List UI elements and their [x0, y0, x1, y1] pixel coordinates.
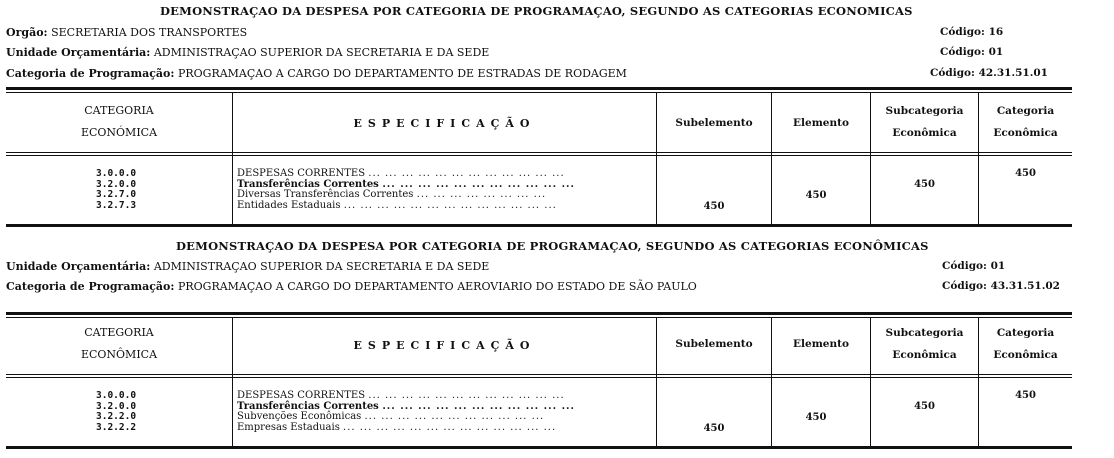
value-elemento: 450: [805, 190, 827, 201]
orgao-line: [6, 26, 247, 39]
header-categoria-economica: [6, 100, 232, 144]
row-code: 3.2.7.0: [96, 189, 137, 200]
row-desc-text: Subvenções Econômicas: [237, 411, 362, 422]
table1-codes: [96, 169, 136, 211]
unidade-label: Unidade Orçamentária:: [6, 260, 151, 273]
row-leader-dots: ... ... ... ... ... ... ... ... ... ... ...: [382, 400, 576, 412]
table2-descriptions: [237, 391, 575, 433]
header-line: Econômica: [892, 127, 957, 139]
table2-bottom-rule: [6, 446, 1072, 449]
row-desc-text: Transferências Correntes: [237, 400, 379, 412]
table2-header-rule-2: [6, 377, 1072, 378]
row-desc-text: Diversas Transferências Correntes: [237, 189, 414, 200]
header-subcategoria: [871, 322, 978, 366]
value-elemento: 450: [805, 412, 827, 423]
orgao-value: SECRETARIA DOS TRANSPORTES: [51, 26, 248, 39]
header-subelemento: Subelemento: [675, 117, 753, 129]
unidade-code-1: Código: 01: [940, 46, 1004, 58]
header-especificacao: ESPECIFICAÇÃO: [353, 117, 536, 130]
table1-bottom-rule: [6, 224, 1072, 227]
header-line: CATEGORIA: [84, 104, 154, 117]
table2-top-rule-thin: [6, 317, 1072, 318]
categoria-code-2: Código: 43.31.51.02: [942, 280, 1060, 292]
row-code: 3.2.2.0: [96, 411, 137, 422]
unidade-label: Unidade Orçamentária:: [6, 46, 151, 59]
header-especificacao: ESPECIFICAÇÃO: [353, 339, 536, 352]
header-line: Subcategoria: [885, 105, 964, 117]
header-categoria: [979, 100, 1072, 144]
row-leader-dots: ... ... ... ... ... ... ... ...: [416, 189, 547, 200]
row-code: 3.0.0.0: [96, 168, 137, 179]
header-line: Econômica: [993, 349, 1058, 361]
value-categoria: 450: [1015, 168, 1036, 179]
table1-col-divider: [232, 93, 233, 224]
table1-top-rule-thin: [6, 92, 1072, 93]
header-elemento: Elemento: [793, 338, 849, 350]
value-categoria: 450: [1015, 390, 1036, 401]
table2-col-divider: [232, 318, 233, 446]
value-subelemento: 450: [703, 423, 725, 434]
value-subcategoria: 450: [914, 401, 935, 412]
row-desc-text: Transferências Correntes: [237, 178, 379, 190]
header-line: ECONÔMICA: [80, 348, 158, 361]
table2-codes: [96, 391, 136, 433]
row-leader-dots: ... ... ... ... ... ... ... ... ... ... ...: [364, 411, 545, 422]
header-subelemento: Subelemento: [675, 338, 753, 350]
row-code: 3.2.2.2: [96, 421, 137, 433]
header-line: Categoria: [996, 327, 1055, 339]
row-leader-dots: ... ... ... ... ... ... ... ... ... ... ... ...: [368, 390, 565, 401]
section2-title: DEMONSTRAÇAO DA DESPESA POR CATEGORIA DE PROGRAMAÇAO, SEGUNDO AS CATEGORIAS ECONÔMICAS: [176, 239, 929, 253]
categoria-value: PROGRAMAÇAO A CARGO DO DEPARTAMENTO AEROVIARIO DO ESTADO DE SÃO PAULO: [177, 280, 697, 293]
categoria-value: PROGRAMAÇAO A CARGO DO DEPARTAMENTO DE ESTRADAS DE RODAGEM: [177, 67, 627, 80]
row-leader-dots: ... ... ... ... ... ... ... ... ... ... ... ...: [368, 168, 565, 179]
header-line: CATEGORIA: [84, 326, 154, 339]
header-subcategoria: [871, 100, 978, 144]
row-desc-text: DESPESAS CORRENTES: [237, 168, 366, 179]
unidade-line-1: [6, 46, 489, 59]
header-categoria-economica: [6, 322, 232, 366]
row-desc-text: DESPESAS CORRENTES: [237, 390, 366, 401]
orgao-label: Orgão:: [6, 26, 48, 39]
header-elemento: Elemento: [793, 117, 849, 129]
row-desc: [237, 201, 575, 212]
table1-header-rule-2: [6, 155, 1072, 156]
categoria-line-1: [6, 67, 627, 80]
row-code: 3.2.0.0: [96, 178, 137, 190]
unidade-line-2: [6, 260, 489, 273]
unidade-value: ADMINISTRAÇAO SUPERIOR DA SECRETARIA E DA SEDE: [153, 260, 490, 273]
header-line: Subcategoria: [885, 327, 964, 339]
table1-descriptions: [237, 169, 575, 211]
header-line: Categoria: [996, 105, 1055, 117]
unidade-value: ADMINISTRAÇAO SUPERIOR DA SECRETARIA E DA SEDE: [153, 46, 490, 59]
table2-header-rule: [6, 374, 1072, 375]
row-leader-dots: ... ... ... ... ... ... ... ... ... ... ... ... ...: [343, 421, 557, 433]
categoria-label: Categoria de Programação:: [6, 67, 175, 80]
categoria-line-2: [6, 280, 697, 293]
row-code: 3.2.0.0: [96, 400, 137, 412]
table1-header-rule: [6, 152, 1072, 153]
header-line: Econômica: [993, 127, 1058, 139]
table2-top-rule: [6, 312, 1072, 315]
row-leader-dots: ... ... ... ... ... ... ... ... ... ... ...: [382, 178, 576, 190]
orgao-code: Código: 16: [940, 26, 1004, 38]
header-line: Econômica: [892, 349, 957, 361]
categoria-code-1: Código: 42.31.51.01: [930, 67, 1048, 79]
row-code: 3.2.7.3: [96, 199, 137, 211]
header-line: ECONÓMICA: [80, 126, 158, 139]
value-subelemento: 450: [703, 201, 725, 212]
row-leader-dots: ... ... ... ... ... ... ... ... ... ... ... ... ...: [343, 199, 557, 211]
table1-top-rule: [6, 87, 1072, 90]
categoria-label: Categoria de Programação:: [6, 280, 175, 293]
row-desc: [237, 423, 575, 434]
section1-title: DEMONSTRAÇAO DA DESPESA POR CATEGORIA DE PROGRAMAÇAO, SEGUNDO AS CATEGORIAS ECONOMICAS: [160, 4, 913, 18]
unidade-code-2: Código: 01: [942, 260, 1006, 272]
value-subcategoria: 450: [914, 179, 935, 190]
header-categoria: [979, 322, 1072, 366]
row-code: 3.0.0.0: [96, 390, 137, 401]
row-desc-text: Empresas Estaduais: [237, 421, 340, 433]
row-desc-text: Entidades Estaduais: [237, 199, 341, 211]
